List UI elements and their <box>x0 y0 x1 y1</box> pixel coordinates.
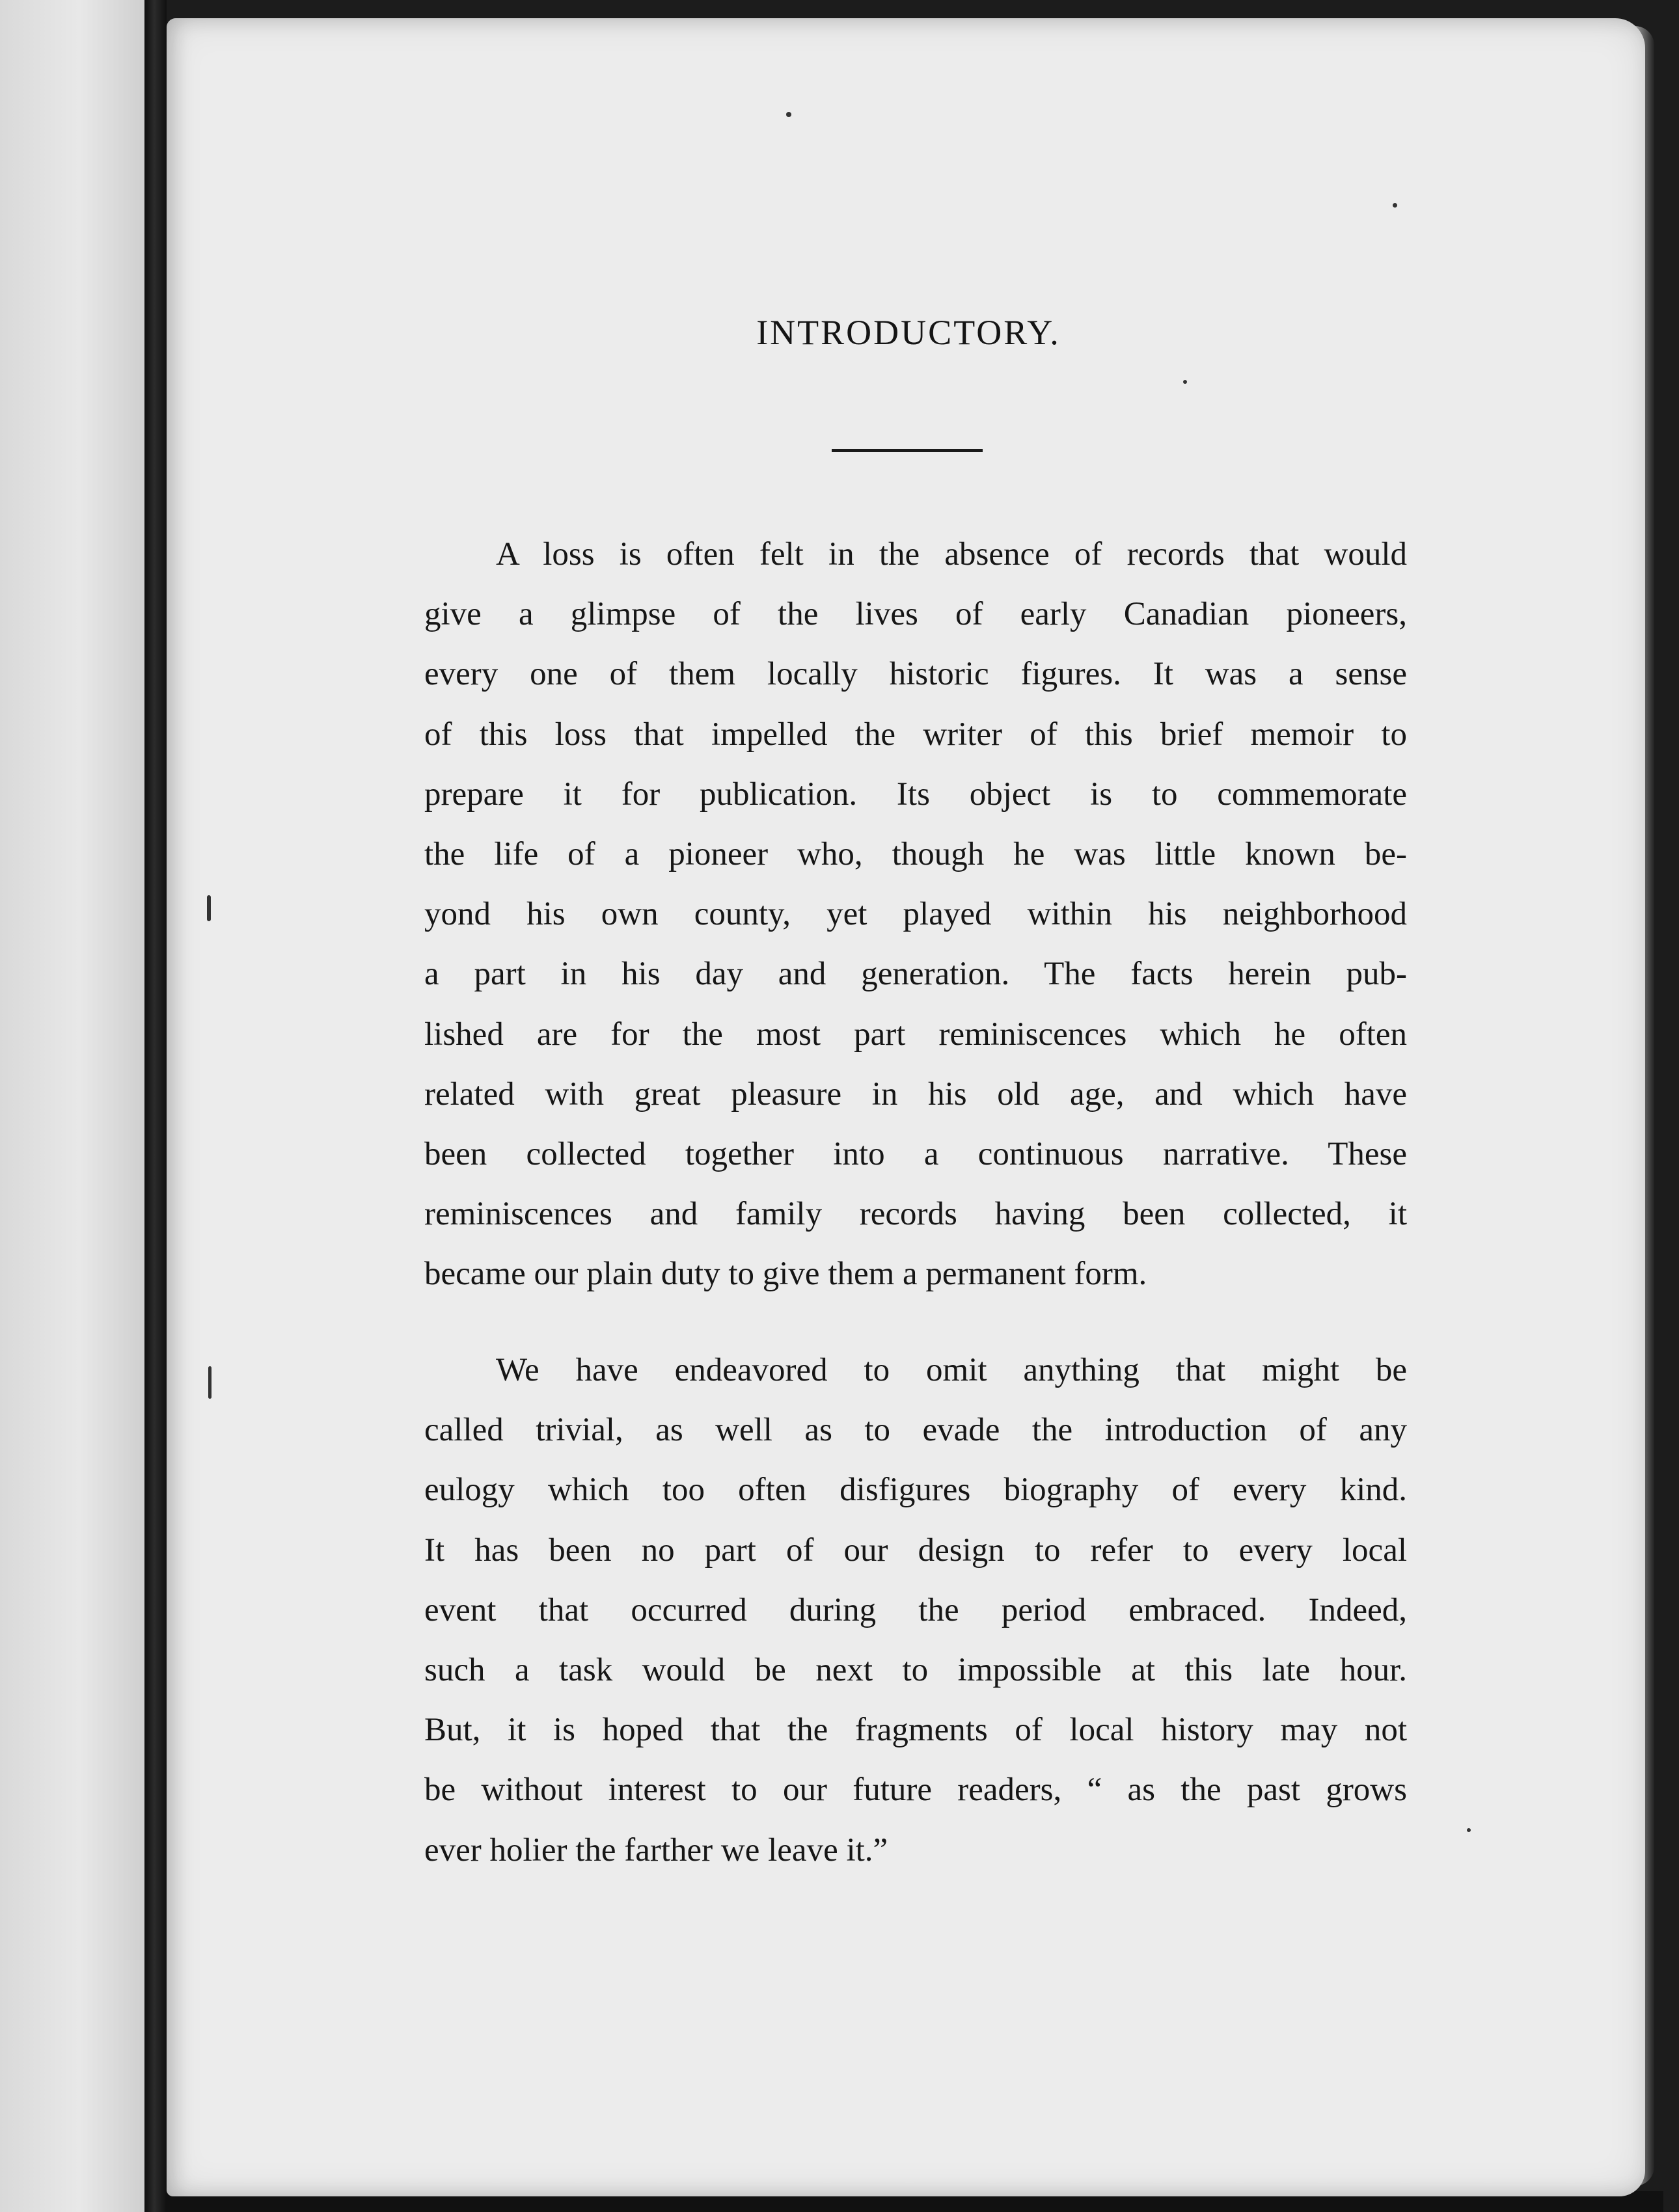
text-line: eulogy which too often disfigures biography of every kind. <box>424 1472 1407 1509</box>
scan-speck <box>208 1366 212 1399</box>
book-gutter <box>144 0 167 2212</box>
scan-speck <box>1183 380 1187 384</box>
paragraph-1 <box>424 524 1407 1304</box>
scan-speck <box>207 895 211 921</box>
text-line: called trivial, as well as to evade the introduction of any <box>424 1412 1407 1449</box>
text-line: ever holier the farther we leave it.” <box>424 1831 888 1868</box>
text-line: It has been no part of our design to refer to every local <box>424 1531 1407 1569</box>
text-line: yond his own county, yet played within his neighborhood <box>424 896 1407 933</box>
page-heading: INTRODUCTORY. <box>756 313 1061 352</box>
text-line: A loss is often felt in the absence of records that would <box>496 536 1407 573</box>
text-line: event that occurred during the period embraced. Indeed, <box>424 1591 1407 1628</box>
scan-speck <box>1467 1828 1471 1832</box>
text-line: a part in his day and generation. The facts herein pub- <box>424 956 1407 993</box>
text-line: be without interest to our future readers, “ as the past grows <box>424 1772 1407 1809</box>
text-line: lished are for the most part reminiscences which he often <box>424 1016 1407 1053</box>
text-line: prepare it for publication. Its object is to commemorate <box>424 776 1407 813</box>
text-line: related with great pleasure in his old age, and which have <box>424 1075 1407 1113</box>
heading-rule <box>832 449 983 452</box>
text-line: the life of a pioneer who, though he was little known be- <box>424 836 1407 873</box>
text-line: such a task would be next to impossible at this late hour. <box>424 1652 1407 1689</box>
scan-speck <box>786 112 791 117</box>
text-line: been collected together into a continuous narrative. These <box>424 1136 1407 1173</box>
paragraph-2 <box>424 1340 1407 1880</box>
facing-page-edge <box>0 0 144 2212</box>
text-line: every one of them locally historic figures. It was a sense <box>424 656 1407 693</box>
scan-speck <box>1393 203 1397 208</box>
text-line: became our plain duty to give them a permanent form. <box>424 1256 1147 1293</box>
text-line: We have endeavored to omit anything that might be <box>496 1352 1407 1388</box>
text-line: give a glimpse of the lives of early Canadian pioneers, <box>424 596 1407 633</box>
text-line: of this loss that impelled the writer of this brief memoir to <box>424 716 1407 753</box>
text-line: reminiscences and family records having been collected, it <box>424 1196 1407 1233</box>
text-line: But, it is hoped that the fragments of local history may not <box>424 1712 1407 1749</box>
